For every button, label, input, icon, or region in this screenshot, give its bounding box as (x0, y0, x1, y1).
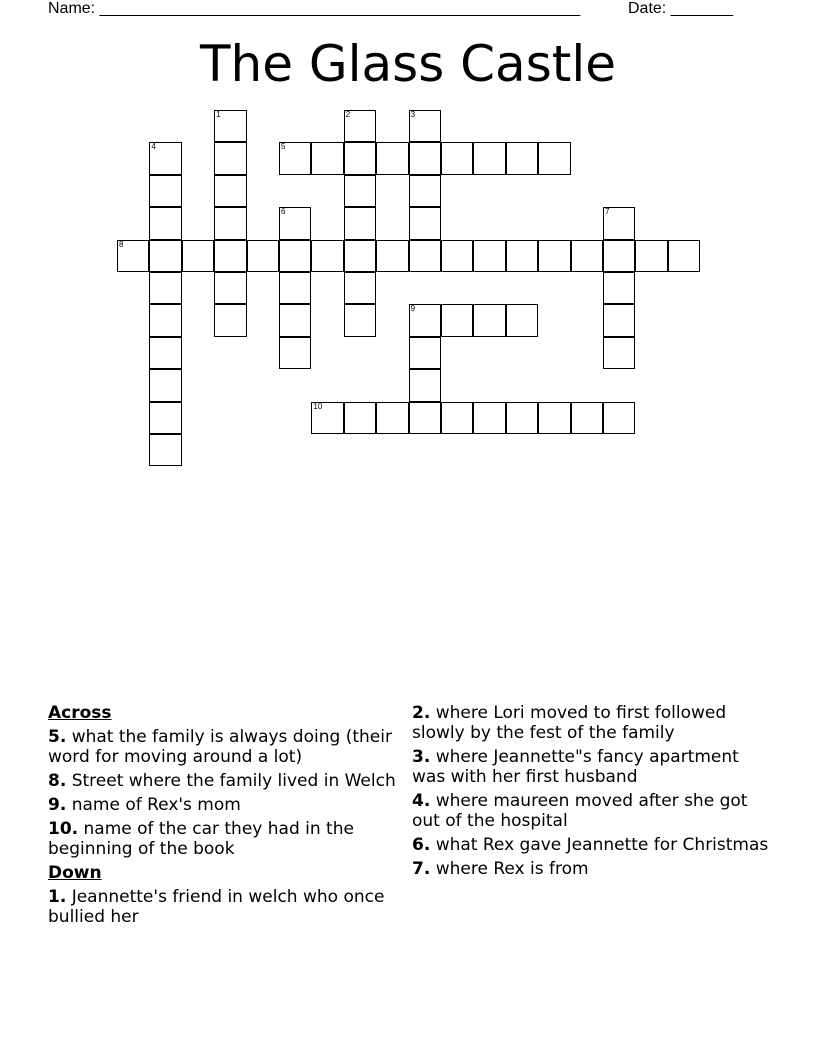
clue-across-8 (48, 771, 398, 791)
crossword-cell[interactable] (149, 402, 181, 434)
crossword-cell[interactable] (409, 240, 441, 272)
clue-text: where Lori moved to first followed slowly by the fest of the family (412, 703, 727, 743)
crossword-cell[interactable] (344, 240, 376, 272)
cell-number: 4 (151, 142, 156, 152)
crossword-cell[interactable] (603, 240, 635, 272)
crossword-cell[interactable] (344, 272, 376, 304)
crossword-cell[interactable] (603, 272, 635, 304)
crossword-cell[interactable] (149, 369, 181, 401)
across-heading: Across (48, 703, 112, 723)
crossword-cell[interactable] (538, 402, 570, 434)
clue-number: 7. (412, 859, 431, 879)
crossword-cell[interactable] (538, 240, 570, 272)
crossword-cell[interactable] (441, 240, 473, 272)
cell-number: 8 (119, 239, 124, 249)
cell-number: 6 (281, 207, 286, 217)
clue-across-9 (48, 795, 398, 815)
clue-number: 5. (48, 727, 67, 747)
crossword-cell[interactable] (344, 175, 376, 207)
clue-number: 2. (412, 703, 431, 723)
crossword-cell[interactable] (279, 304, 311, 336)
clue-down-1 (48, 887, 398, 927)
crossword-cell[interactable] (214, 175, 246, 207)
crossword-cell[interactable] (214, 304, 246, 336)
clue-text: where Jeannette"s fancy apartment was with her first husband (412, 747, 739, 787)
clue-down-3 (412, 747, 772, 787)
crossword-cell[interactable] (149, 272, 181, 304)
crossword-cell[interactable] (409, 142, 441, 174)
crossword-cell[interactable] (279, 337, 311, 369)
crossword-cell[interactable] (603, 402, 635, 434)
crossword-cell[interactable] (409, 207, 441, 239)
crossword-cell[interactable] (214, 272, 246, 304)
clue-across-5 (48, 727, 398, 767)
crossword-cell[interactable] (247, 240, 279, 272)
crossword-cell[interactable] (214, 142, 246, 174)
clue-text: what Rex gave Jeannette for Christmas (435, 835, 769, 855)
clue-number: 1. (48, 887, 67, 907)
crossword-cell[interactable] (344, 110, 376, 142)
clue-text: what the family is always doing (their word for moving around a lot) (48, 727, 392, 767)
name-field[interactable]: Name: ______________________________________________________ (48, 0, 581, 17)
clue-text: name of Rex's mom (71, 795, 241, 815)
crossword-cell[interactable] (149, 142, 181, 174)
crossword-cell[interactable] (149, 304, 181, 336)
clue-text: where maureen moved after she got out of the hospital (412, 791, 748, 831)
clue-down-4 (412, 791, 772, 831)
crossword-cell[interactable] (311, 402, 343, 434)
crossword-cell[interactable] (473, 142, 505, 174)
cell-number: 7 (605, 207, 610, 217)
crossword-cell[interactable] (603, 207, 635, 239)
crossword-cell[interactable] (376, 402, 408, 434)
clue-down-6 (412, 835, 772, 855)
clue-text: where Rex is from (435, 859, 589, 879)
crossword-cell[interactable] (473, 304, 505, 336)
crossword-cell[interactable] (441, 142, 473, 174)
crossword-cell[interactable] (214, 110, 246, 142)
crossword-cell[interactable] (506, 240, 538, 272)
clue-number: 3. (412, 747, 431, 767)
crossword-cell[interactable] (409, 369, 441, 401)
crossword-cell[interactable] (149, 240, 181, 272)
crossword-cell[interactable] (538, 142, 570, 174)
crossword-cell[interactable] (311, 142, 343, 174)
crossword-cell[interactable] (149, 207, 181, 239)
crossword-cell[interactable] (344, 304, 376, 336)
crossword-cell[interactable] (344, 142, 376, 174)
clue-number: 9. (48, 795, 67, 815)
crossword-cell[interactable] (376, 240, 408, 272)
crossword-cell[interactable] (344, 207, 376, 239)
crossword-cell[interactable] (603, 337, 635, 369)
clue-down-7 (412, 859, 772, 879)
crossword-cell[interactable] (279, 142, 311, 174)
crossword-cell[interactable] (668, 240, 700, 272)
crossword-cell[interactable] (409, 337, 441, 369)
clue-down-2 (412, 703, 772, 743)
crossword-cell[interactable] (473, 240, 505, 272)
crossword-cell[interactable] (506, 142, 538, 174)
crossword-grid (0, 0, 816, 480)
clue-text: name of the car they had in the beginning of the book (48, 819, 354, 859)
crossword-cell[interactable] (473, 402, 505, 434)
crossword-cell[interactable] (635, 240, 667, 272)
crossword-cell[interactable] (441, 304, 473, 336)
crossword-cell[interactable] (409, 175, 441, 207)
clue-across-10 (48, 819, 398, 859)
clue-text: Street where the family lived in Welch (71, 771, 396, 791)
clue-number: 8. (48, 771, 67, 791)
cell-number: 3 (410, 110, 416, 119)
crossword-cell[interactable] (409, 304, 441, 336)
crossword-cell[interactable] (409, 402, 441, 434)
date-field[interactable]: Date: _______ (628, 0, 733, 17)
crossword-cell[interactable] (279, 272, 311, 304)
crossword-cell[interactable] (214, 207, 246, 239)
crossword-cell[interactable] (117, 240, 149, 272)
crossword-cell[interactable] (279, 207, 311, 239)
down-heading: Down (48, 863, 102, 883)
crossword-cell[interactable] (149, 337, 181, 369)
clues-left-column (48, 703, 398, 931)
crossword-cell[interactable] (182, 240, 214, 272)
crossword-cell[interactable] (376, 142, 408, 174)
crossword-cell[interactable] (571, 402, 603, 434)
cell-number: 1 (216, 110, 221, 119)
crossword-cell[interactable] (441, 402, 473, 434)
crossword-cell[interactable] (311, 240, 343, 272)
crossword-cell[interactable] (506, 304, 538, 336)
cell-number: 5 (281, 142, 286, 152)
cell-number: 2 (345, 110, 351, 119)
crossword-cell[interactable] (571, 240, 603, 272)
crossword-cell[interactable] (409, 110, 441, 142)
clue-number: 4. (412, 791, 431, 811)
crossword-cell[interactable] (603, 304, 635, 336)
crossword-cell[interactable] (214, 240, 246, 272)
clue-number: 10. (48, 819, 79, 839)
clues-right-column (412, 703, 772, 883)
crossword-cell[interactable] (149, 434, 181, 466)
clue-number: 6. (412, 835, 431, 855)
cell-number: 9 (410, 304, 416, 314)
crossword-cell[interactable] (344, 402, 376, 434)
page-title: The Glass Castle (199, 35, 616, 93)
crossword-cell[interactable] (506, 402, 538, 434)
clue-text: Jeannette's friend in welch who once bullied her (48, 887, 385, 927)
crossword-cell[interactable] (279, 240, 311, 272)
cell-number: 10 (313, 401, 323, 411)
crossword-cell[interactable] (149, 175, 181, 207)
